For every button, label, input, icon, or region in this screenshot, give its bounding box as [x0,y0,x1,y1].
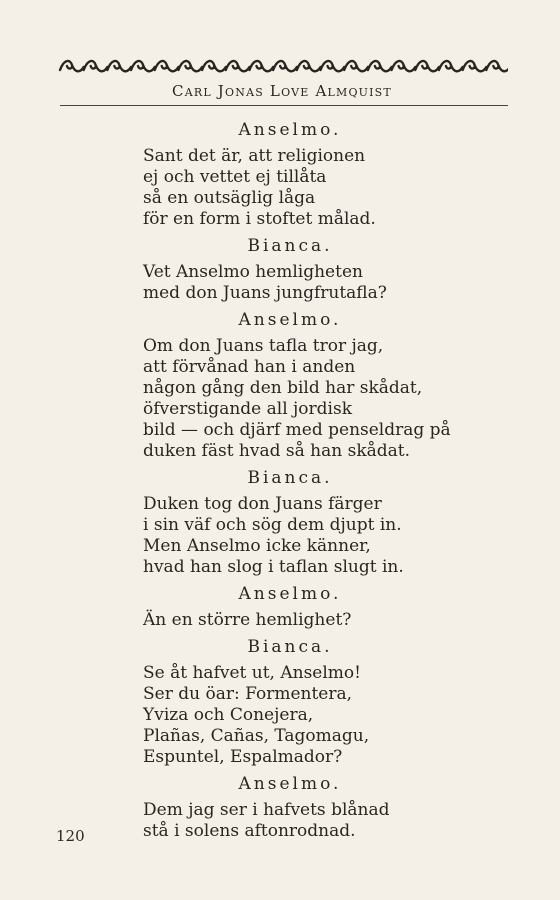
verse-line: Duken tog don Juans färger [143,494,382,514]
dialogue-block [143,308,483,462]
verse-line: att förvånad han i anden [143,357,356,377]
speaker-name: Bianca. [247,236,333,256]
speaker-name: Anselmo. [238,120,342,140]
verse-line: stå i solens aftonrodnad. [143,821,356,841]
dialogue-block [143,772,483,842]
dialogue-body [143,116,483,846]
verse-line: i sin väf och sög dem djupt in. [143,515,402,535]
verse-line: Om don Juans tafla tror jag, [143,336,384,356]
verse-line: ej och vettet ej tillåta [143,167,327,187]
verse-line: bild — och djärf med penseldrag på [143,420,451,440]
verse-line: någon gång den bild har skådat, [143,378,423,398]
verse-line: Se åt hafvet ut, Anselmo! [143,663,361,683]
verse-line: med don Juans jungfrutafla? [143,283,387,303]
dialogue-block [143,635,483,768]
dialogue-block [143,234,483,304]
speaker-name: Anselmo. [238,310,342,330]
verse-line: Men Anselmo icke känner, [143,536,371,556]
verse-line: duken fäst hvad så han skådat. [143,441,411,461]
verse-line: öfverstigande all jordisk [143,399,353,419]
dialogue-block [143,466,483,578]
verse-line: Sant det är, att religionen [143,146,366,166]
verse-line: Plañas, Cañas, Tagomagu, [143,726,370,746]
page-number: 120 [56,827,85,845]
header-rule [60,105,508,106]
verse-line: hvad han slog i taflan slugt in. [143,557,404,577]
speaker-name: Anselmo. [238,774,342,794]
verse-line: Dem jag ser i hafvets blånad [143,800,390,820]
decorative-wave-border [58,55,508,77]
speaker-name: Anselmo. [238,584,342,604]
speaker-name: Bianca. [247,637,333,657]
speaker-name: Bianca. [247,468,333,488]
verse-line: Vet Anselmo hemligheten [143,262,363,282]
verse-line: för en form i stoftet målad. [143,209,376,229]
verse-line: Än en större hemlighet? [143,610,352,630]
verse-line: Yviza och Conejera, [143,705,314,725]
dialogue-block [143,118,483,230]
running-head: Carl Jonas Love Almquist [172,82,392,100]
dialogue-block [143,582,483,631]
verse-line: så en outsäglig låga [143,188,316,208]
verse-line: Espuntel, Espalmador? [143,747,343,767]
verse-line: Ser du öar: Formentera, [143,684,353,704]
